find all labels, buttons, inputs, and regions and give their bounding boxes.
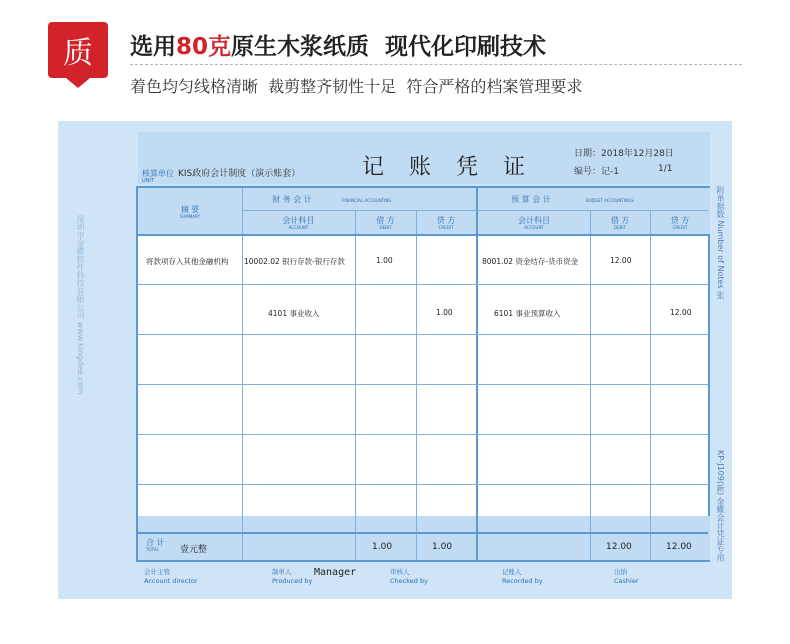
row1-fin-debit: 1.00	[376, 256, 393, 265]
fin-debit-header: 借 方	[376, 216, 395, 225]
divider	[130, 64, 742, 65]
sig-director-label: 会计主管	[144, 568, 170, 576]
row-divider	[138, 284, 708, 285]
sig-cashier-label: 出纳	[614, 568, 627, 576]
row2-fin-credit: 1.00	[436, 308, 453, 317]
total-words: 壹元整	[180, 545, 208, 555]
sig-recorder	[502, 568, 543, 586]
row1-fin-account: 10002.02 银行存款-银行存款	[244, 257, 345, 266]
summary-header-en: SUMMARY	[179, 214, 201, 219]
badge-label: 质	[63, 36, 93, 71]
side-print-right-bottom: KP-J109(新) 金蝶会计凭证专用	[716, 450, 725, 562]
sig-checker-label: 审核人	[390, 568, 410, 576]
total-fin-credit: 1.00	[432, 542, 453, 552]
side-print-left: 深圳市金蝶软件科技有限公司 www.kingdee.com	[76, 215, 85, 395]
bud-debit-header-en: DEBIT	[614, 225, 626, 230]
headline-pre: 选用	[130, 34, 176, 60]
budget-header: 预 算 会 计	[511, 195, 551, 204]
headline	[130, 28, 546, 61]
sig-checker	[390, 568, 428, 586]
row1-bud-account: 8001.02 资金结存-货币资金	[482, 257, 579, 266]
total-label-en: TOTAL	[146, 547, 159, 552]
sig-producer-label-en: Produced by	[272, 577, 313, 585]
col-divider	[416, 210, 417, 560]
col-divider	[590, 210, 591, 560]
row1-bud-debit: 12.00	[610, 256, 632, 265]
voucher-table	[136, 186, 710, 562]
voucher-title: 记 账 凭 证	[362, 155, 534, 180]
col-divider	[355, 210, 356, 560]
sig-producer-value: Manager	[314, 567, 357, 578]
page-count: 1/1	[658, 164, 673, 174]
subheadline: 着色均匀线格清晰 裁剪整齐韧性十足 符合严格的档案管理要求	[130, 77, 583, 96]
unit-value: KIS政府会计制度（演示账套）	[178, 169, 301, 179]
quality-badge	[48, 22, 108, 78]
sig-producer-label: 制单人	[272, 568, 292, 576]
financial-header: 财 务 会 计	[272, 195, 312, 204]
unit-sublabel: UNIT	[142, 178, 154, 184]
unit-label: 核算单位	[142, 169, 174, 178]
sig-recorder-label: 记账人	[502, 568, 522, 576]
col-divider	[650, 210, 651, 560]
sig-director	[144, 568, 198, 586]
sig-cashier	[614, 568, 639, 586]
total-bud-credit: 12.00	[666, 542, 692, 552]
summary-header: 摘 要	[180, 205, 200, 214]
col-divider-main	[476, 188, 478, 560]
row2-fin-account: 4101 事业收入	[268, 309, 320, 318]
bud-account-header-en: ACCOUNT	[524, 225, 544, 230]
row2-bud-credit: 12.00	[670, 308, 692, 317]
voucher-number: 编号：记-1	[574, 167, 619, 177]
col-divider	[242, 188, 243, 560]
row2-bud-account: 6101 事业预算收入	[494, 309, 561, 318]
fin-debit-header-en: DEBIT	[379, 225, 392, 230]
headline-highlight: 80克	[176, 34, 232, 60]
total-fin-debit: 1.00	[372, 542, 393, 552]
table-total-bg	[138, 516, 710, 560]
bud-credit-header: 贷 方	[670, 216, 690, 225]
fin-credit-header: 贷 方	[436, 216, 456, 225]
row-divider-total	[138, 532, 708, 534]
fin-account-header-en: ACCOUNT	[288, 225, 309, 230]
fin-credit-header-en: CREDIT	[438, 225, 454, 230]
bud-account-header: 会计科目	[518, 216, 550, 225]
financial-header-en: FINANCIAL ACCOUNTING	[342, 198, 392, 203]
bud-debit-header: 借 方	[610, 216, 630, 225]
row-divider-header	[138, 234, 708, 236]
budget-header-en: BUDGET ACCOUNTINGS	[586, 198, 634, 203]
row-divider	[138, 484, 708, 485]
row-divider	[138, 434, 708, 435]
bud-credit-header-en: CREDIT	[672, 225, 688, 230]
voucher-date: 日期：2018年12月28日	[574, 149, 674, 159]
sig-producer	[272, 568, 312, 586]
total-bud-debit: 12.00	[606, 542, 632, 552]
row1-summary: 将款项存入其他金融机构	[146, 257, 229, 266]
row-divider	[138, 384, 708, 385]
row-divider	[138, 334, 708, 335]
side-print-right-top: 附单据数 Number of Notes 张	[716, 186, 725, 300]
sig-recorder-label-en: Recorded by	[502, 577, 543, 585]
sig-checker-label-en: Checked by	[390, 577, 428, 585]
sig-director-label-en: Account director	[144, 577, 198, 585]
fin-account-header: 会计科目	[282, 216, 315, 225]
sig-cashier-label-en: Cashier	[614, 577, 639, 585]
row-divider	[242, 210, 708, 211]
headline-post: 原生木浆纸质 现代化印刷技术	[231, 34, 547, 60]
total-label: 合 计	[146, 538, 165, 547]
